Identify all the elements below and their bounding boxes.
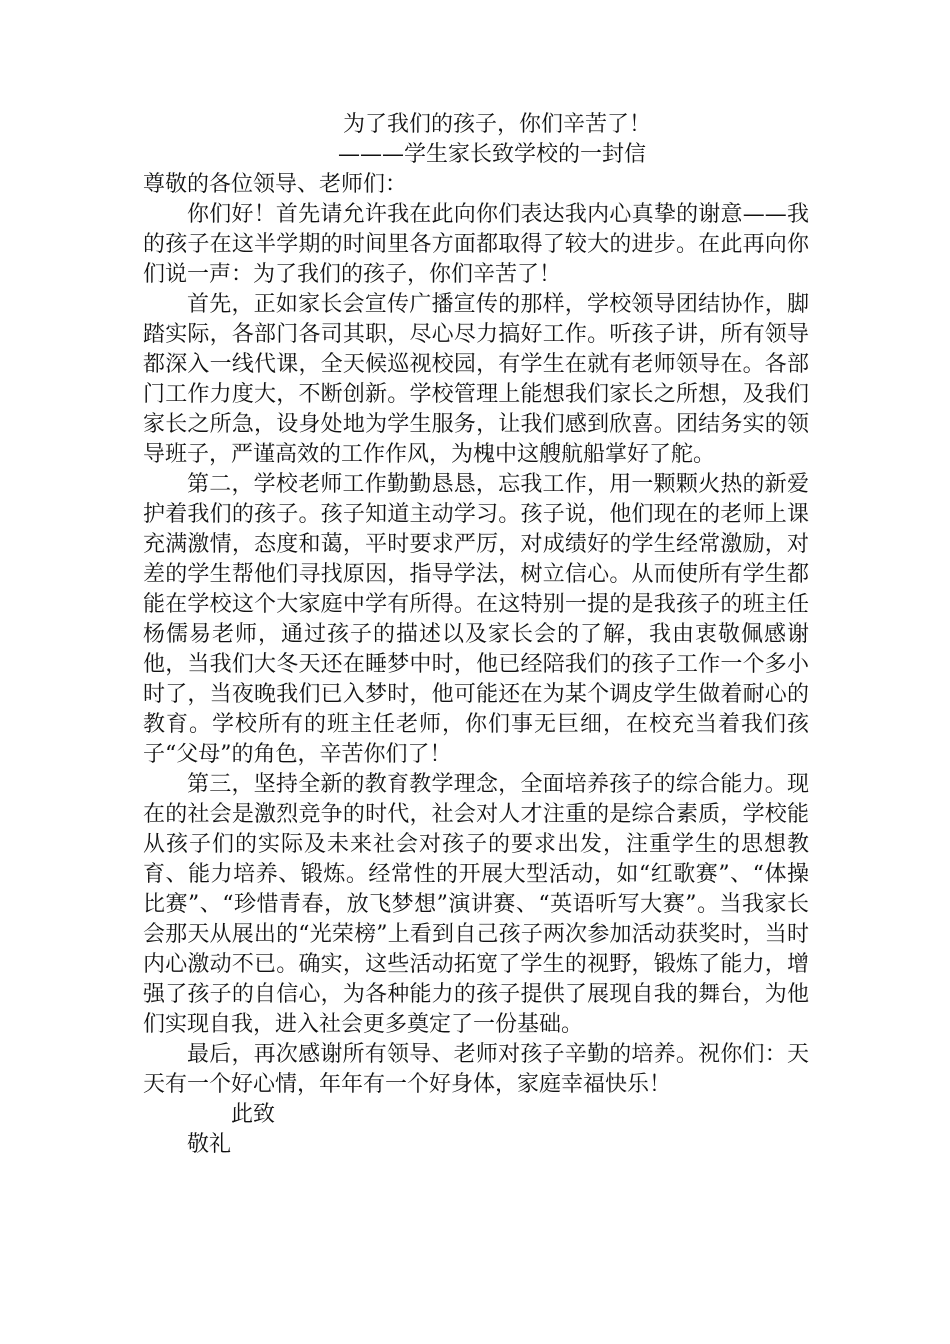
letter-page: [143, 110, 809, 1160]
paragraph-second: 第二，学校老师工作勤勤恳恳，忘我工作，用一颗颗火热的新爱护着我们的孩子。孩子知道主动学习。孩子说，他们现在的老师上课充满激情，态度和蔼，平时要求严厉，对成绩好的学生经常激励，对差的学生帮他们寻找原因，指导学法，树立信心。从而使所有学生都能在学校这个大家庭中学有所得。在这特别一提的是我孩子的班主任杨儒易老师，通过孩子的描述以及家长会的了解，我由衷敬佩感谢他，当我们大冬天还在睡梦中时，他已经陪我们的孩子工作一个多小时了，当夜晚我们已入梦时，他可能还在为某个调皮学生做着耐心的教育。学校所有的班主任老师，你们事无巨细，在校充当着我们孩子“父母”的角色，辛苦你们了！: [143, 472, 809, 767]
closing-jingli: 敬礼: [187, 1132, 232, 1157]
salutation: 尊敬的各位领导、老师们：: [143, 172, 408, 197]
letter-title: 为了我们的孩子，你们辛苦了！: [343, 112, 652, 137]
paragraph-third: 第三，坚持全新的教育教学理念，全面培养孩子的综合能力。现在的社会是激烈竞争的时代，社会对人才注重的是综合素质，学校能从孩子们的实际及未来社会对孩子的要求出发，注重学生的思想教育、能力培养、锻炼。经常性的开展大型活动，如“红歌赛”、“体操比赛”、“珍惜青春，放飞梦想”演讲赛、“英语听写大赛”。当我家长会那天从展出的“光荣榜”上看到自己孩子两次参加活动获奖时，当时内心激动不已。确实，这些活动拓宽了学生的视野，锻炼了能力，增强了孩子的自信心，为各种能力的孩子提供了展现自我的舞台，为他们实现自我，进入社会更多奠定了一份基础。: [143, 772, 809, 1037]
paragraph-first: 首先，正如家长会宣传广播宣传的那样，学校领导团结协作，脚踏实际，各部门各司其职，尽心尽力搞好工作。听孩子讲，所有领导都深入一线代课，全天候巡视校园，有学生在就有老师领导在。各部门工作力度大，不断创新。学校管理上能想我们家长之所想，及我们家长之所急，设身处地为学生服务，让我们感到欣喜。团结务实的领导班子，严谨高效的工作作风，为槐中这艘航船掌好了舵。: [143, 292, 809, 467]
closing-cizhi: 此致: [231, 1102, 276, 1127]
paragraph-final: 最后，再次感谢所有领导、老师对孩子辛勤的培养。祝你们：天天有一个好心情，年年有一个好身体，家庭幸福快乐！: [143, 1042, 809, 1097]
paragraph-greeting: 你们好！首先请允许我在此向你们表达我内心真挚的谢意——我的孩子在这半学期的时间里各方面都取得了较大的进步。在此再向你们说一声：为了我们的孩子，你们辛苦了！: [143, 202, 809, 287]
letter-subtitle: ———学生家长致学校的一封信: [338, 142, 647, 167]
